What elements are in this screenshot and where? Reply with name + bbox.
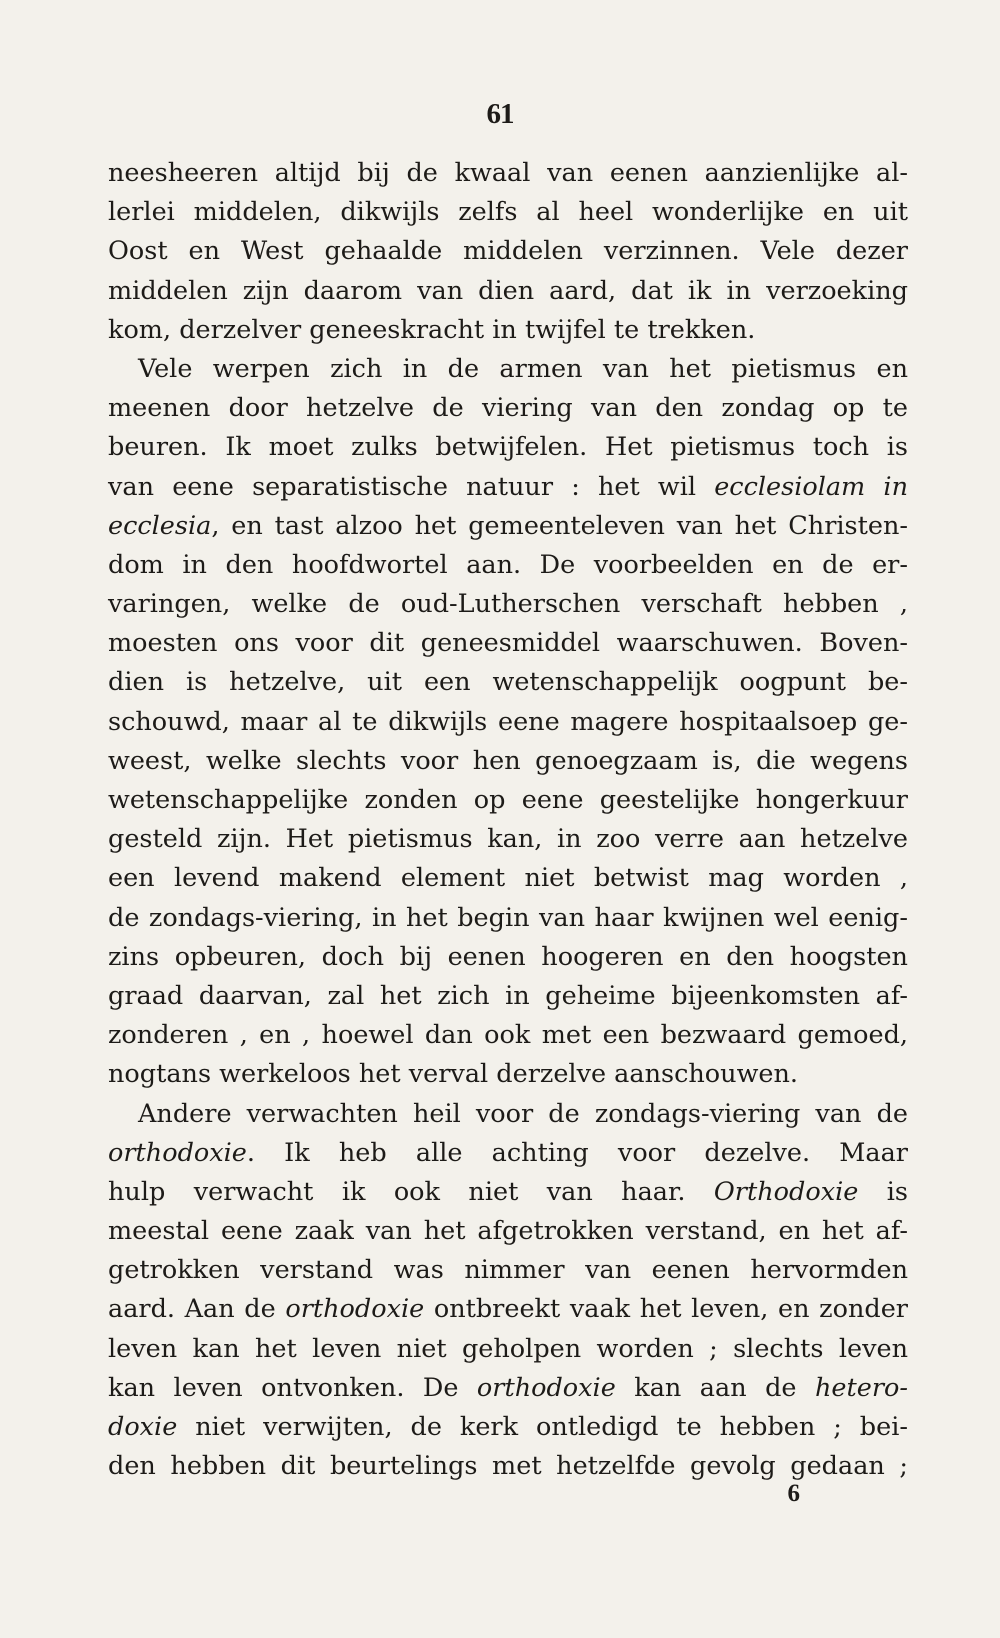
text-segment: beuren. Ik moet zulks betwijfelen. Het pietismus toch is <box>108 432 908 463</box>
text-line <box>108 428 908 467</box>
text-line <box>108 663 908 702</box>
text-segment: weest, welke slechts voor hen genoegzaam is, die wegens <box>108 745 908 776</box>
text-line <box>108 311 908 350</box>
text-segment: wetenschappelijke zonden op eene geestelijke hongerkuur <box>108 785 908 815</box>
text-line <box>108 742 908 781</box>
text-segment: Vele werpen zich in de armen van het pietismus en <box>138 353 908 384</box>
text-segment: van eene separatistische natuur : het wil <box>108 471 715 502</box>
italic-text: hetero- <box>814 1372 908 1403</box>
text-line <box>108 1330 908 1369</box>
text-segment: meestal eene zaak van het afgetrokken verstand, en het af- <box>108 1216 908 1247</box>
italic-text: doxie <box>108 1412 178 1442</box>
text-segment: nogtans werkeloos het verval derzelve aanschouwen. <box>108 1059 799 1090</box>
text-segment: dom in den hoofdwortel aan. De voorbeelden en de er- <box>108 549 908 580</box>
text-segment: graad daarvan, zal het zich in geheime bijeenkomsten af- <box>108 980 908 1011</box>
text-segment: kan aan de <box>615 1372 815 1403</box>
text-segment: gesteld zijn. Het pietismus kan, in zoo verre aan hetzelve <box>108 824 908 855</box>
text-line <box>108 232 908 271</box>
text-line <box>108 820 908 859</box>
text-line <box>108 585 908 624</box>
text-segment: zins opbeuren, doch bij eenen hoogeren en den hoogsten <box>108 941 908 972</box>
text-line <box>108 193 908 232</box>
text-segment: is <box>858 1176 908 1207</box>
text-segment: Andere verwachten heil voor de zondags-viering van de <box>138 1098 908 1129</box>
text-segment: ontbreekt vaak het leven, en zonder <box>424 1294 908 1325</box>
text-line <box>108 703 908 742</box>
text-line <box>108 1408 908 1447</box>
text-line <box>108 781 908 820</box>
text-line <box>108 624 908 663</box>
text-segment: hulp verwacht ik ook niet van haar. <box>108 1176 714 1207</box>
text-line <box>108 1055 908 1094</box>
text-segment: getrokken verstand was nimmer van eenen hervormden <box>108 1255 908 1286</box>
text-segment: neesheeren altijd bij de kwaal van eenen aanzienlijke al- <box>108 158 908 188</box>
text-segment: leven kan het leven niet geholpen worden ; slechts leven <box>108 1333 908 1364</box>
text-line <box>108 507 908 546</box>
text-line <box>108 938 908 977</box>
italic-text: ecclesiolam in <box>714 471 908 502</box>
text-segment: zonderen , en , hoewel dan ook met een bezwaard gemoed, <box>108 1020 908 1051</box>
italic-text: ecclesia <box>108 510 212 541</box>
text-line <box>108 1290 908 1329</box>
text-line <box>108 1016 908 1055</box>
italic-text: orthodoxie <box>476 1372 616 1403</box>
text-line <box>108 468 908 507</box>
text-segment: , en tast alzoo het gemeenteleven van het Christen- <box>211 510 908 541</box>
text-line <box>108 350 908 389</box>
text-segment: dien is hetzelve, uit een wetenschappelijk oogpunt be- <box>108 667 908 698</box>
text-segment: kom, derzelver geneeskracht in twijfel te trekken. <box>108 314 756 345</box>
text-line <box>108 1212 908 1251</box>
text-line <box>108 1134 908 1173</box>
text-line <box>108 154 908 193</box>
text-line <box>108 272 908 311</box>
text-segment: moesten ons voor dit geneesmiddel waarschuwen. Boven- <box>108 628 908 659</box>
body-text <box>108 154 908 1486</box>
text-segment: . Ik heb alle achting voor dezelve. Maar <box>246 1137 908 1168</box>
text-segment: de zondags-viering, in het begin van haar kwijnen wel eenig- <box>108 902 908 933</box>
text-line <box>108 1251 908 1290</box>
italic-text: Orthodoxie <box>713 1176 859 1207</box>
text-line <box>108 546 908 585</box>
text-segment: lerlei middelen, dikwijls zelfs al heel wonderlijke en uit <box>108 197 908 228</box>
page-number: 61 <box>486 98 514 130</box>
text-line <box>108 1095 908 1134</box>
signature-mark: 6 <box>787 1480 800 1507</box>
text-segment: aard. Aan de <box>108 1294 286 1325</box>
text-line <box>108 389 908 428</box>
text-segment: varingen, welke de oud-Lutherschen verschaft hebben , <box>108 589 908 620</box>
text-segment: schouwd, maar al te dikwijls eene magere hospitaalsoep ge- <box>108 706 908 737</box>
text-segment: niet verwijten, de kerk ontledigd te hebben ; bei- <box>177 1412 908 1442</box>
italic-text: orthodoxie <box>285 1294 425 1325</box>
italic-text: orthodoxie <box>108 1137 247 1168</box>
text-line <box>108 1369 908 1408</box>
text-segment: een levend makend element niet betwist mag worden , <box>108 863 908 894</box>
text-segment: kan leven ontvonken. De <box>108 1372 477 1403</box>
text-segment: den hebben dit beurtelings met hetzelfde gevolg gedaan ; <box>108 1451 908 1482</box>
text-segment: Oost en West gehaalde middelen verzinnen. Vele dezer <box>108 236 908 267</box>
text-line <box>108 859 908 898</box>
text-line <box>108 899 908 938</box>
text-line <box>108 1173 908 1212</box>
text-line <box>108 977 908 1016</box>
text-segment: meenen door hetzelve de viering van den zondag op te <box>108 393 908 424</box>
text-segment: middelen zijn daarom van dien aard, dat ik in verzoeking <box>108 275 908 306</box>
